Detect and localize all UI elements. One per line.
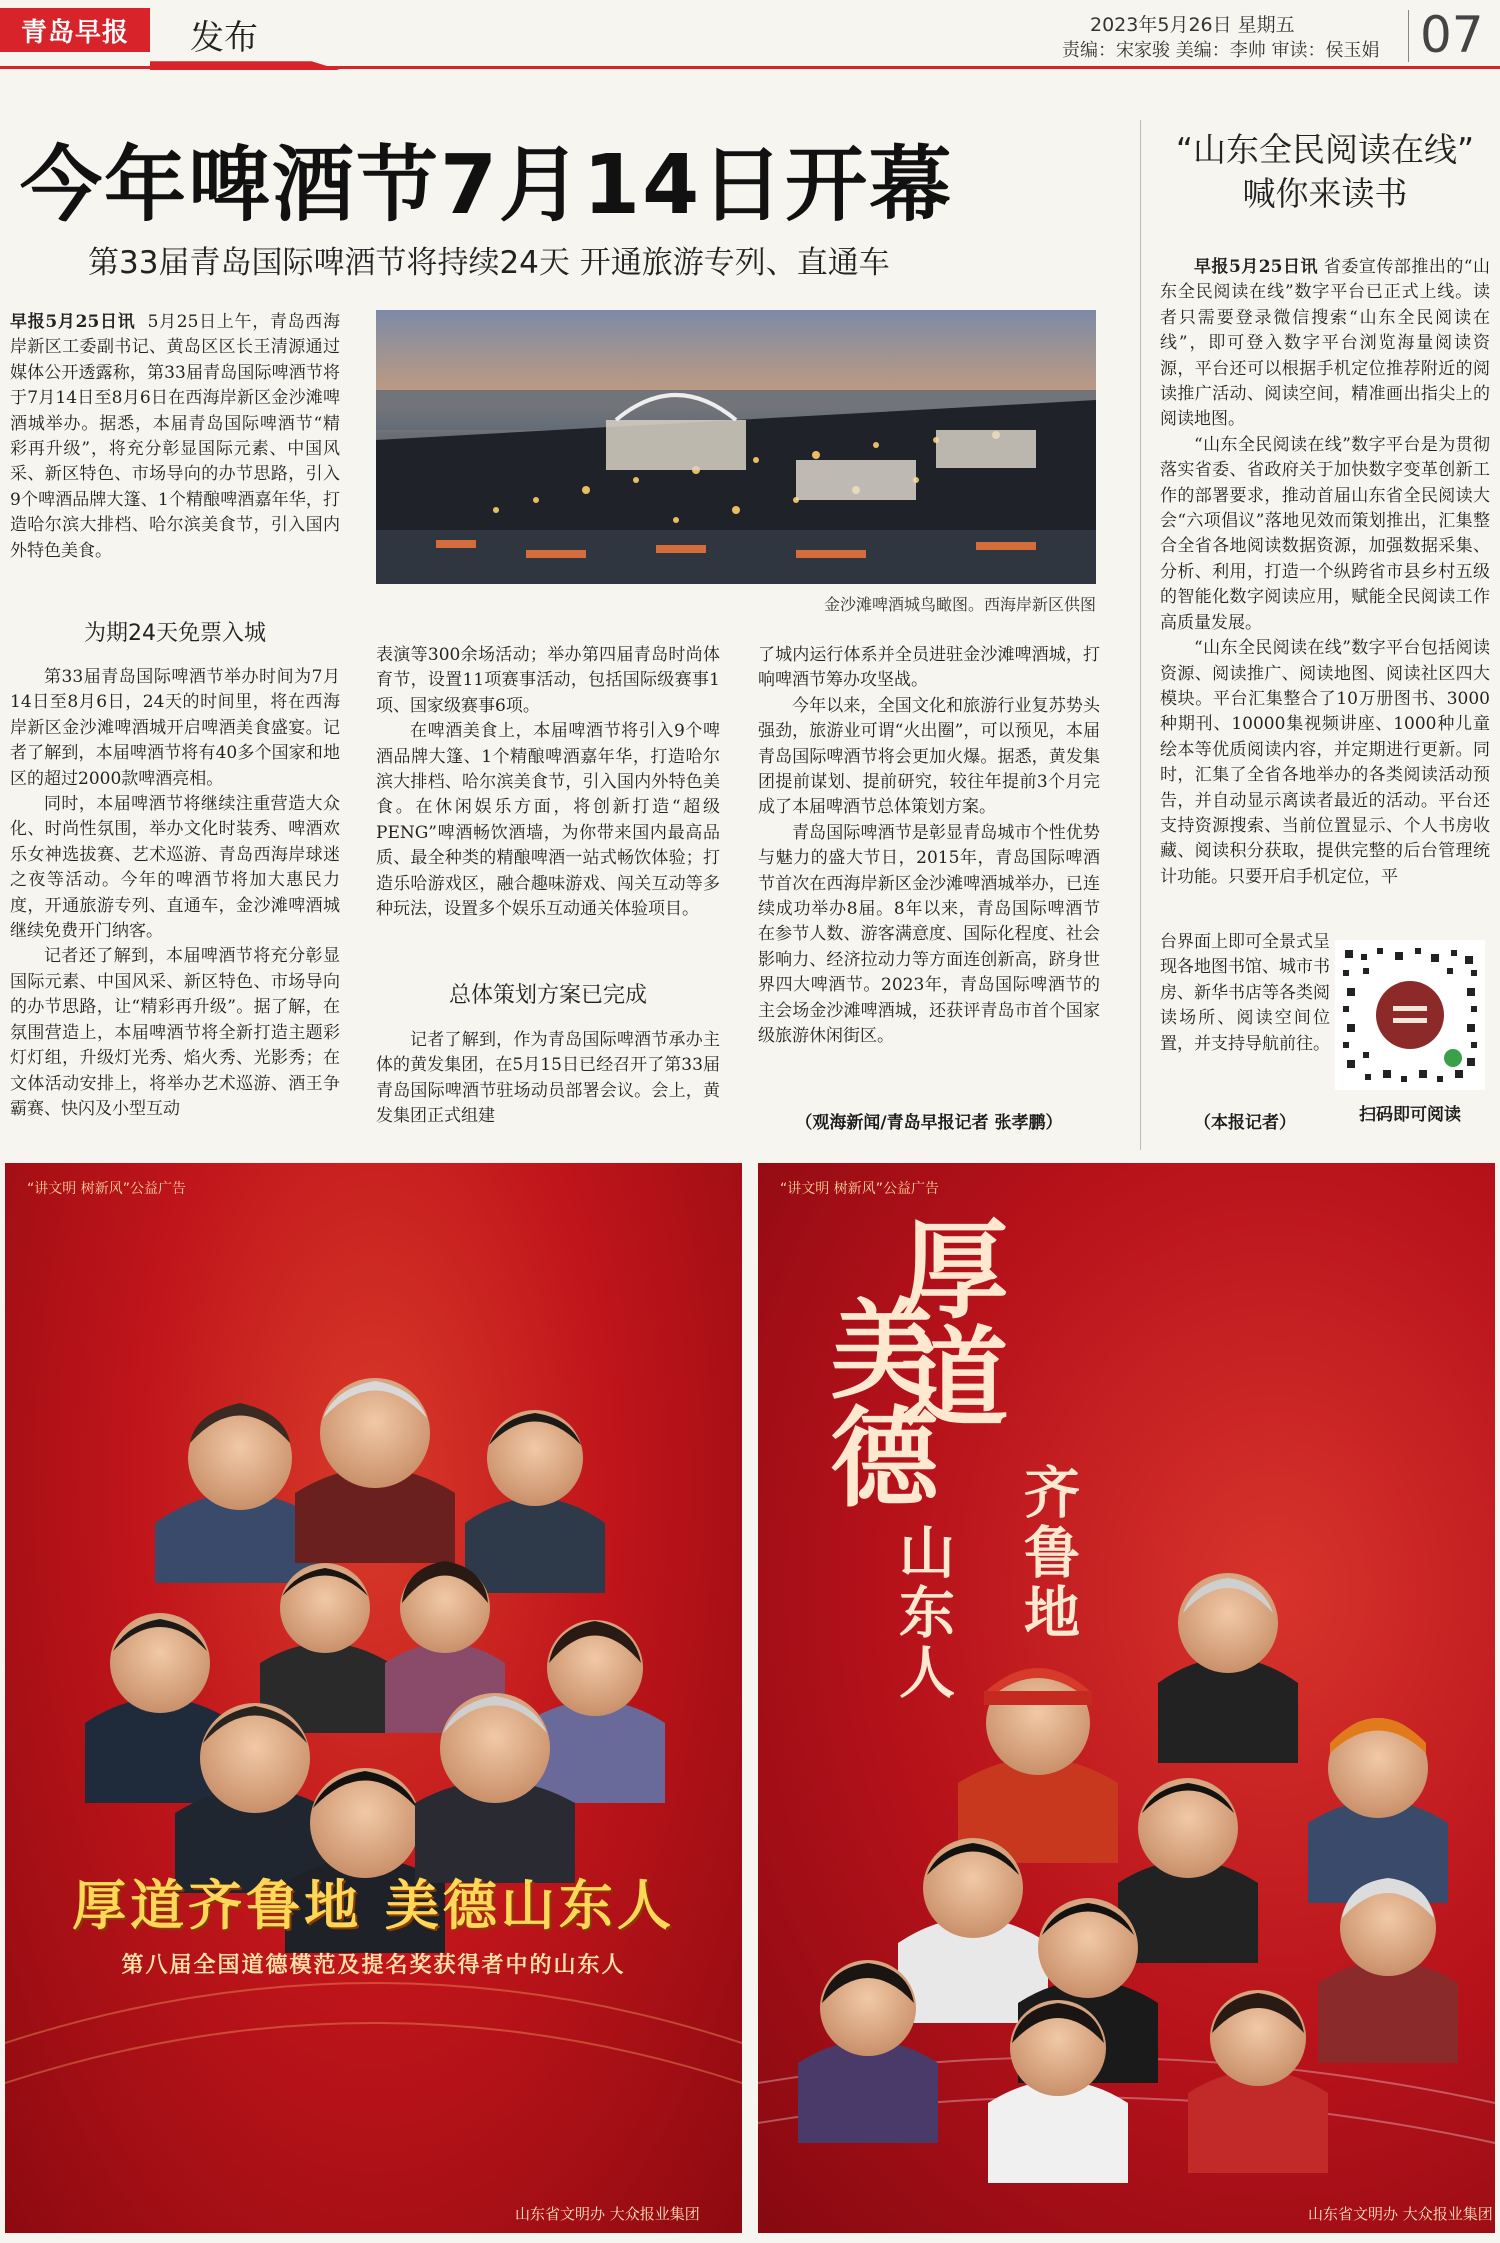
public-service-ad-right — [758, 1163, 1495, 2233]
article-column-2b — [376, 1028, 720, 1130]
article-column-3 — [758, 643, 1100, 1050]
qr-code-graphic — [1335, 940, 1485, 1090]
paragraph: 同时，本届啤酒节将继续注重营造大众化、时尚性氛围，举办文化时装秀、啤酒欢乐女神选拔赛、艺术巡游、青岛西海岸球迷之夜等活动。今年的啤酒节将加大惠民力度，开通旅游专列、直通车，金沙滩啤酒城继续免费开门纳客。 — [10, 794, 340, 942]
paragraph: 了城内运行体系并全员进驻金沙滩啤酒城，打响啤酒节筹办攻坚战。 — [758, 645, 1100, 691]
dateline: 早报5月25日讯 — [1194, 257, 1318, 277]
paragraph: 台界面上即可全景式呈现各地图书馆、城市书房、新华书店等各类阅读场所、阅读空间位置，并支持导航前往。 — [1160, 932, 1330, 1054]
calligraphy-houdao: 厚道 — [882, 1213, 1008, 1429]
paragraph: 省委宣传部推出的“山东全民阅读在线”数字平台已正式上线。读者只需要登录微信搜索“山东全民阅读在线”，即可登入数字平台浏览海量阅读资源，平台还可以根据手机定位推荐附近的阅读推广活动、阅读空间，精准画出指尖上的阅读地图。 — [1160, 257, 1490, 430]
side-title-line-2: 喊你来读书 — [1242, 174, 1408, 213]
side-article-byline: （本报记者） — [1194, 1113, 1296, 1133]
newspaper-logo: 青岛早报 — [0, 8, 150, 52]
article-column-1 — [10, 310, 340, 564]
main-headline: 今年啤酒节7月14日开幕 — [20, 138, 954, 233]
poster-portraits — [5, 1163, 742, 2233]
article-column-2 — [376, 643, 720, 922]
paragraph: 青岛国际啤酒节是彰显青岛城市个性优势与魅力的盛大节日，2015年，青岛国际啤酒节首次在西海岸新区金沙滩啤酒城举办，已连续成功举办8届。8年以来，青岛国际啤酒节在参节人数、游客满意度、国际化程度、社会影响力、经济拉动力等方面连创新高，跻身世界四大啤酒节。2023年，青岛国际啤酒节的主会场金沙滩啤酒城，还获评青岛市首个国家级旅游休闲街区。 — [758, 822, 1100, 1047]
poster-sponsor: 山东省文明办 大众报业集团 — [515, 2205, 700, 2223]
paragraph: 今年以来，全国文化和旅游行业复苏势头强劲，旅游业可谓“火出圈”，可以预见，本届青岛国际啤酒节将会更加火爆。据悉，黄发集团提前谋划、提前研究，较往年提前3个月完成了本届啤酒节总体策划方案。 — [758, 695, 1100, 818]
column-divider — [1140, 120, 1141, 1150]
poster-slogan: 厚道齐鲁地 美德山东人 — [72, 1874, 675, 1937]
subhead-free-entry: 为期24天免票入城 — [84, 621, 266, 646]
paragraph: 表演等300余场活动；举办第四届青岛时尚体育节，设置11项赛事活动，包括国际级赛事1项、国家级赛事6项。 — [376, 645, 720, 716]
calligraphy-meide: 美德 — [812, 1293, 938, 1509]
ad-tag: “讲文明 树新风”公益广告 — [780, 1181, 939, 1197]
paragraph: 5月25日上午，青岛西海岸新区工委副书记、黄岛区区长王清源通过媒体公开透露称，第33届青岛国际啤酒节将于7月14日至8月6日在西海岸新区金沙滩啤酒城举办。据悉，本届青岛国际啤酒节“精彩再升级”，将充分彰显国际元素、中国风采、新区特色、市场导向的办节思路，引入9个啤酒品牌大篷、1个精酿啤酒嘉年华，打造哈尔滨大排档、哈尔滨美食节，引入国内外特色美食。 — [10, 312, 340, 561]
poster-portraits — [758, 1163, 1495, 2233]
poster-subtitle: 第八届全国道德模范及提名奖获得者中的山东人 — [121, 1952, 626, 1978]
public-service-ad-left — [5, 1163, 742, 2233]
paragraph: 记者还了解到，本届啤酒节将充分彰显国际元素、中国风采、新区特色、市场导向的办节思路，让“精彩再升级”。据了解，在氛围营造上，本届啤酒节将全新打造主题彩灯灯组，升级灯光秀、焰火秀、光影秀；在文体活动安排上，将举办艺术巡游、酒王争霸赛、快闪及小型互动 — [10, 946, 340, 1119]
header-rule — [0, 66, 1500, 69]
article-byline: （观海新闻/青岛早报记者 张孝鹏） — [795, 1113, 1063, 1133]
side-title-line-1: “山东全民阅读在线” — [1175, 130, 1475, 169]
page-number: 07 — [1420, 6, 1484, 64]
qr-caption: 扫码即可阅读 — [1359, 1105, 1461, 1125]
calligraphy-shandongren: 山东人 — [890, 1523, 956, 1703]
editors-credits: 责编：宋家骏 美编：李帅 审读：侯玉娟 — [1062, 40, 1380, 61]
paragraph: 在啤酒美食上，本届啤酒节将引入9个啤酒品牌大篷、1个精酿啤酒嘉年华，打造哈尔滨大排档、哈尔滨美食节，引入国内外特色美食。在休闲娱乐方面，将创新打造“超级PENG”啤酒畅饮酒墙，为你带来国内最高品质、最全种类的精酿啤酒一站式畅饮体验；打造乐哈游戏区，融合趣味游戏、闯关互动等多种玩法，设置多个娱乐互动通关体验项目。 — [376, 721, 720, 920]
sub-headline: 第33届青岛国际啤酒节将持续24天 开通旅游专列、直通车 — [88, 245, 890, 281]
photo-illustration — [376, 310, 1096, 584]
ad-tag: “讲文明 树新风”公益广告 — [27, 1181, 186, 1197]
paragraph: “山东全民阅读在线”数字平台包括阅读资源、阅读推广、阅读地图、阅读社区四大模块。平台汇集整合了10万册图书、3000种期刊、10000集视频讲座、1000种儿童绘本等优质阅读内容，并定期进行更新。同时，汇集了全省各地举办的各类阅读活动预告，并自动显示离读者最近的活动。平台还支持资源搜索、当前位置显示、个人书房收藏、阅读积分获取，提供完整的后台管理统计功能。只要开启手机定位，平 — [1160, 638, 1490, 887]
poster-sponsor: 山东省文明办 大众报业集团 — [1308, 2205, 1493, 2223]
calligraphy-qiludi: 齐鲁地 — [1015, 1463, 1081, 1643]
photo-caption: 金沙滩啤酒城鸟瞰图。西海岸新区供图 — [823, 595, 1096, 614]
side-article-body-end — [1160, 930, 1330, 1057]
article-column-1b — [10, 665, 340, 1122]
beer-city-aerial-photo — [376, 310, 1096, 584]
subhead-plan-complete: 总体策划方案已完成 — [448, 983, 647, 1008]
paragraph: 记者了解到，作为青岛国际啤酒节承办主体的黄发集团，在5月15日已经召开了第33届青岛国际啤酒节驻场动员部署会议。会上，黄发集团正式组建 — [376, 1030, 720, 1127]
page-number-divider — [1408, 10, 1409, 62]
section-label: 发布 — [190, 18, 258, 58]
paragraph: “山东全民阅读在线”数字平台是为贯彻落实省委、省政府关于加快数字变革创新工作的部署要求，推动首届山东省全民阅读大会“六项倡议”落地见效而策划推出，汇集整合全省各地阅读数据资源，加强数据采集、分析、利用，打造一个纵跨省市县乡村五级的智能化数字阅读应用，赋能全民阅读工作高质量发展。 — [1160, 434, 1490, 633]
paragraph: 第33届青岛国际啤酒节举办时间为7月14日至8月6日，24天的时间里，将在西海岸新区金沙滩啤酒城开启啤酒美食盛宴。记者了解到，本届啤酒节将有40多个国家和地区的超过2000款啤酒亮相。 — [10, 667, 340, 789]
qr-code[interactable] — [1335, 940, 1485, 1090]
side-article-body — [1160, 255, 1490, 890]
masthead — [0, 0, 1500, 70]
side-article-title — [1160, 128, 1490, 216]
issue-date: 2023年5月26日 星期五 — [1090, 14, 1295, 36]
dateline: 早报5月25日讯 — [10, 312, 136, 332]
